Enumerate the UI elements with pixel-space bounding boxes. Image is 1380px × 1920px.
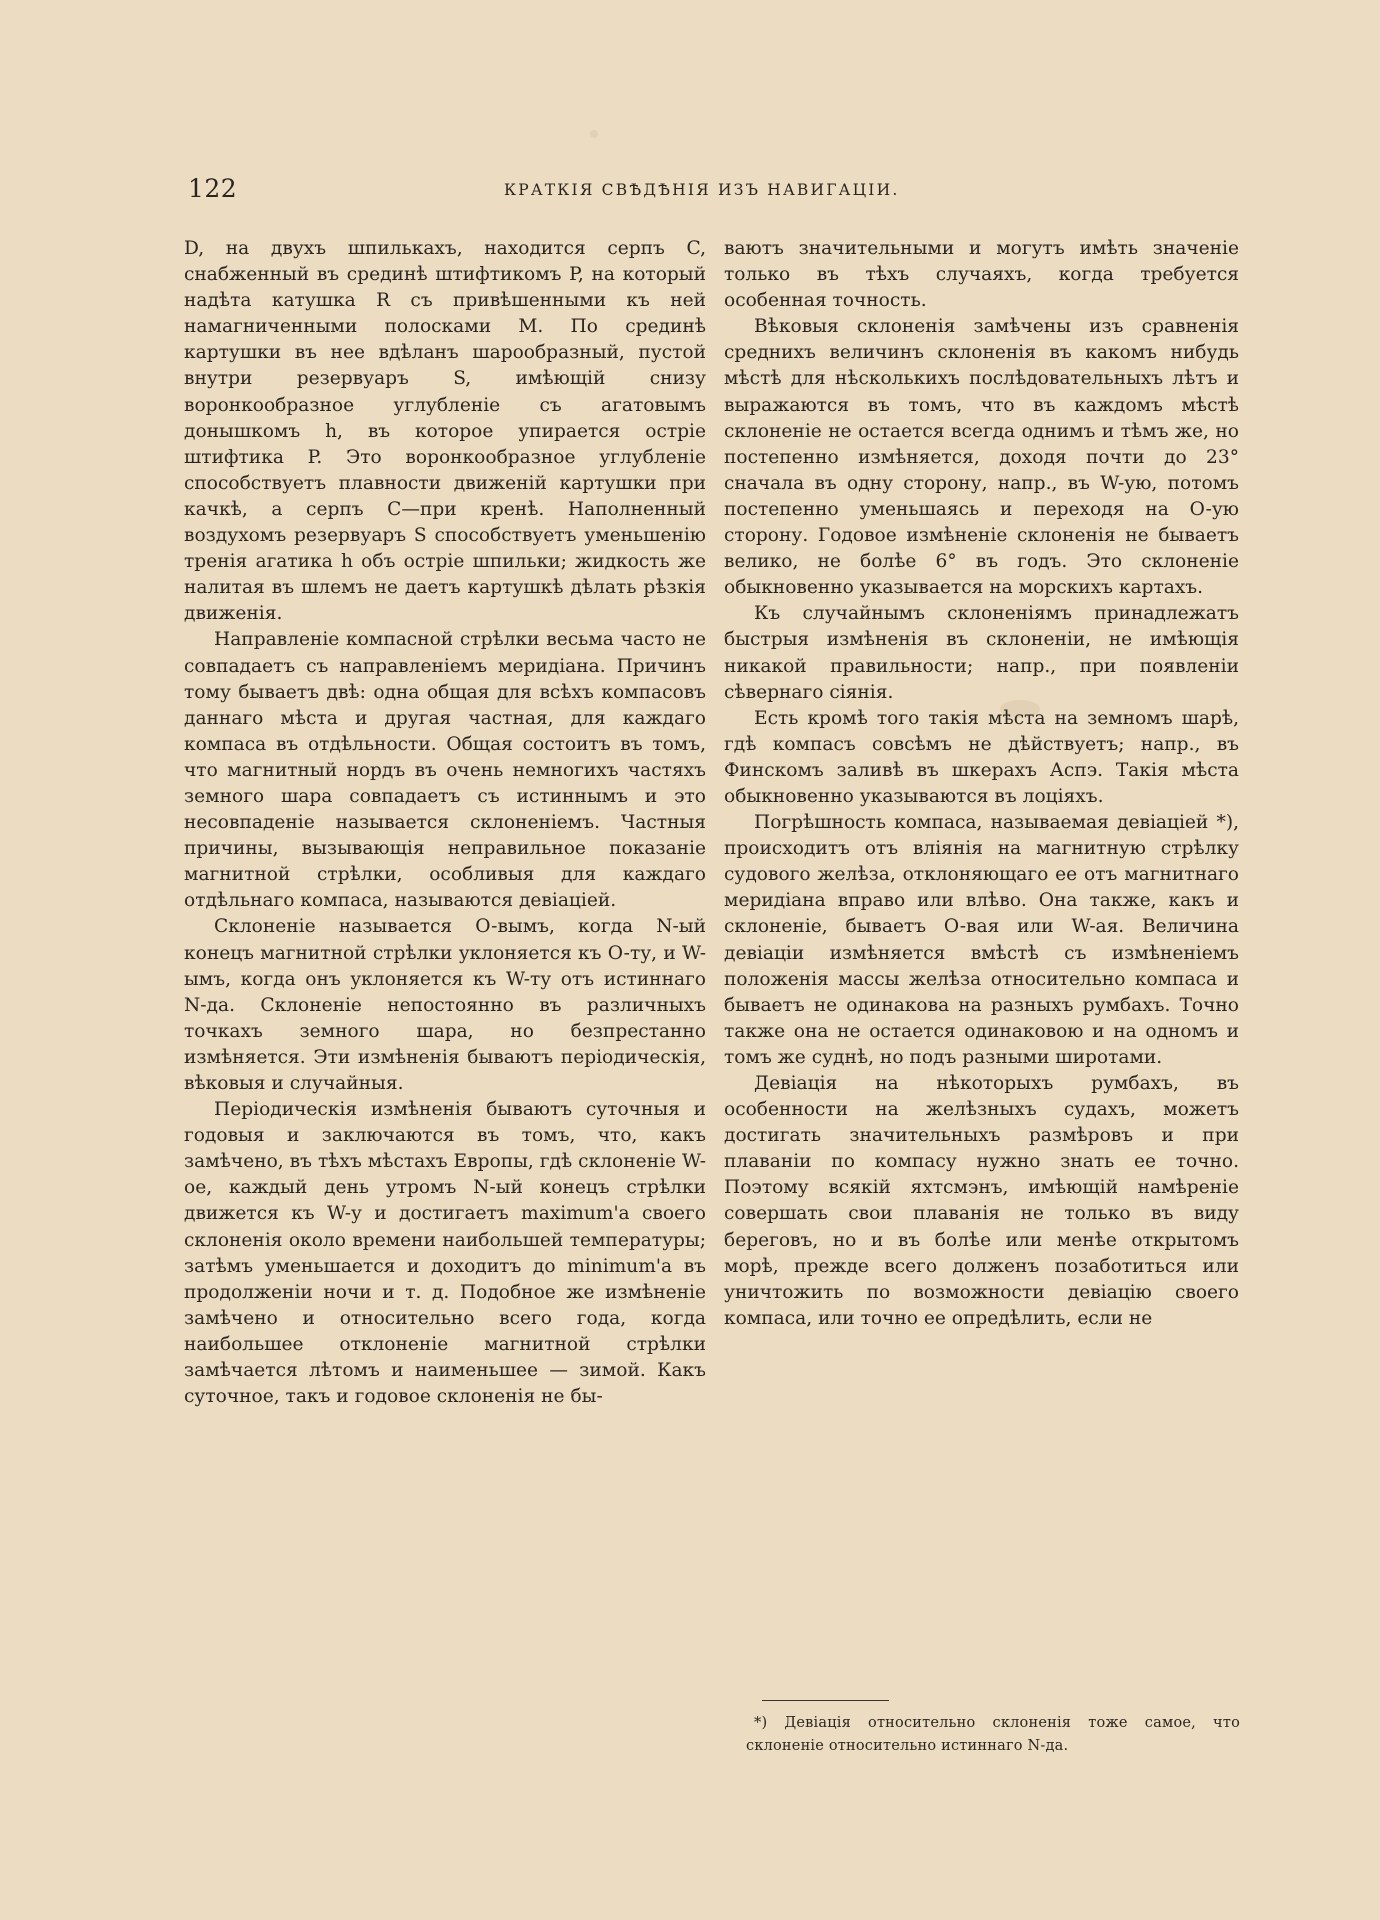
left-column (184, 236, 706, 1410)
paper-spot (590, 130, 598, 138)
paragraph: Къ случайнымъ склоненіямъ принадлежатъ быстрыя измѣненія въ склоненіи, не имѣющія никакой правильности; напр., при появленіи сѣвернаго сіянія. (724, 603, 1239, 703)
paragraph: Погрѣшность компаса, называемая девіаціей *), происходитъ отъ вліянія на магнитную стрѣлку судового желѣза, отклоняющаго ее отъ магнитнаго меридіана вправо или влѣво. Она также, какъ и склоненіе, бываетъ O-вая или W-ая. Величина девіаціи измѣняется вмѣстѣ съ измѣненіемъ положенія массы желѣза относительно компаса и бываетъ не одинакова на разныхъ румбахъ. Точно также она не остается одинаковою и на одномъ и томъ же суднѣ, но подъ разными широтами. (724, 812, 1239, 1068)
running-title: КРАТКІЯ СВѢДѢНІЯ ИЗЪ НАВИГАЦІИ. (504, 181, 900, 199)
page-header (188, 174, 1238, 214)
right-column (724, 236, 1239, 1332)
footnote: *) Девіація относительно склоненія тоже самое, что склоненіе относительно истиннаго N-да. (746, 1715, 1240, 1754)
paragraph: Вѣковыя склоненія замѣчены изъ сравненія среднихъ величинъ склоненія въ какомъ нибудь мѣстѣ для нѣсколькихъ послѣдовательныхъ лѣтъ и выражаются въ томъ, что въ каждомъ мѣстѣ склоненіе не остается всегда однимъ и тѣмъ же, но постепенно измѣняется, доходя почти до 23° сначала въ одну сторону, напр., въ W-ую, потомъ постепенно уменьшаясь и переходя на O-ую сторону. Годовое измѣненіе склоненія не бываетъ велико, не болѣе 6° въ годъ. Это склоненіе обыкновенно указывается на морскихъ картахъ. (724, 316, 1239, 599)
paragraph: Періодическія измѣненія бываютъ суточныя и годовыя и заключаются въ томъ, что, какъ замѣчено, въ тѣхъ мѣстахъ Европы, гдѣ склоненіе W-ое, каждый день утромъ N-ый конецъ стрѣлки движется къ W-у и достигаетъ maximum'а своего склоненія около времени наибольшей температуры; затѣмъ уменьшается и доходитъ до minimum'а въ продолженіи ночи и т. д. Подобное же измѣненіе замѣчено и относительно всего года, когда наибольшее отклоненіе магнитной стрѣлки замѣчается лѣтомъ и наименьшее — зимой. Какъ суточное, такъ и годовое склоненія не бы- (184, 1099, 706, 1408)
footnote-divider (762, 1700, 889, 1701)
paragraph: ваютъ значительными и могутъ имѣть значеніе только въ тѣхъ случаяхъ, когда требуется особенная точность. (724, 238, 1239, 312)
paragraph: Склоненіе называется O-вымъ, когда N-ый конецъ магнитной стрѣлки уклоняется къ O-ту, и W-ымъ, когда онъ уклоняется къ W-ту отъ истиннаго N-да. Склоненіе непостоянно въ различныхъ точкахъ земного шара, но безпрестанно измѣняется. Эти измѣненія бываютъ періодическія, вѣковыя и случайныя. (184, 916, 706, 1094)
paragraph: Девіація на нѣкоторыхъ румбахъ, въ особенности на желѣзныхъ судахъ, можетъ достигать значительныхъ размѣровъ и при плаваніи по компасу нужно знать ее точно. Поэтому всякій яхтсмэнъ, имѣющій намѣреніе совершать свои плаванія не только въ виду береговъ, но и въ болѣе или менѣе открытомъ морѣ, прежде всего долженъ позаботиться или уничтожить по возможности девіацію своего компаса, или точно ее опредѣлить, если не (724, 1073, 1239, 1329)
page-number: 122 (188, 174, 238, 203)
paragraph: Есть кромѣ того такія мѣста на земномъ шарѣ, гдѣ компасъ совсѣмъ не дѣйствуетъ; напр., въ Финскомъ заливѣ въ шкерахъ Аспэ. Такія мѣста обыкновенно указываются въ лоціяхъ. (724, 707, 1239, 807)
paragraph: D, на двухъ шпилькахъ, находится серпъ C, снабженный въ срединѣ штифтикомъ P, на который надѣта катушка R съ привѣшенными къ ней намагниченными полосками M. По срединѣ картушки въ нее вдѣланъ шарообразный, пустой внутри резервуаръ S, имѣющій снизу воронкообразное углубленіе съ агатовымъ донышкомъ h, въ которое упирается остріе штифтика P. Это воронкообразное углубленіе способствуетъ плавности движеній картушки при качкѣ, а серпъ C—при кренѣ. Наполненный воздухомъ резервуаръ S способствуетъ уменьшенію тренія агатика h объ остріе шпильки; жидкость же налитая въ шлемъ не даетъ картушкѣ дѣлать рѣзкія движенія. (184, 238, 706, 625)
paragraph: Направленіе компасной стрѣлки весьма часто не совпадаетъ съ направленіемъ меридіана. Причинъ тому бываетъ двѣ: одна общая для всѣхъ компасовъ даннаго мѣста и другая частная, для каждаго компаса въ отдѣльности. Общая состоитъ въ томъ, что магнитный нордъ въ очень немногихъ частяхъ земного шара совпадаетъ съ истиннымъ и это несовпаденіе называется склоненіемъ. Частныя причины, вызывающія неправильное показаніе магнитной стрѣлки, особливыя для каждаго отдѣльнаго компаса, называются девіаціей. (184, 629, 706, 912)
